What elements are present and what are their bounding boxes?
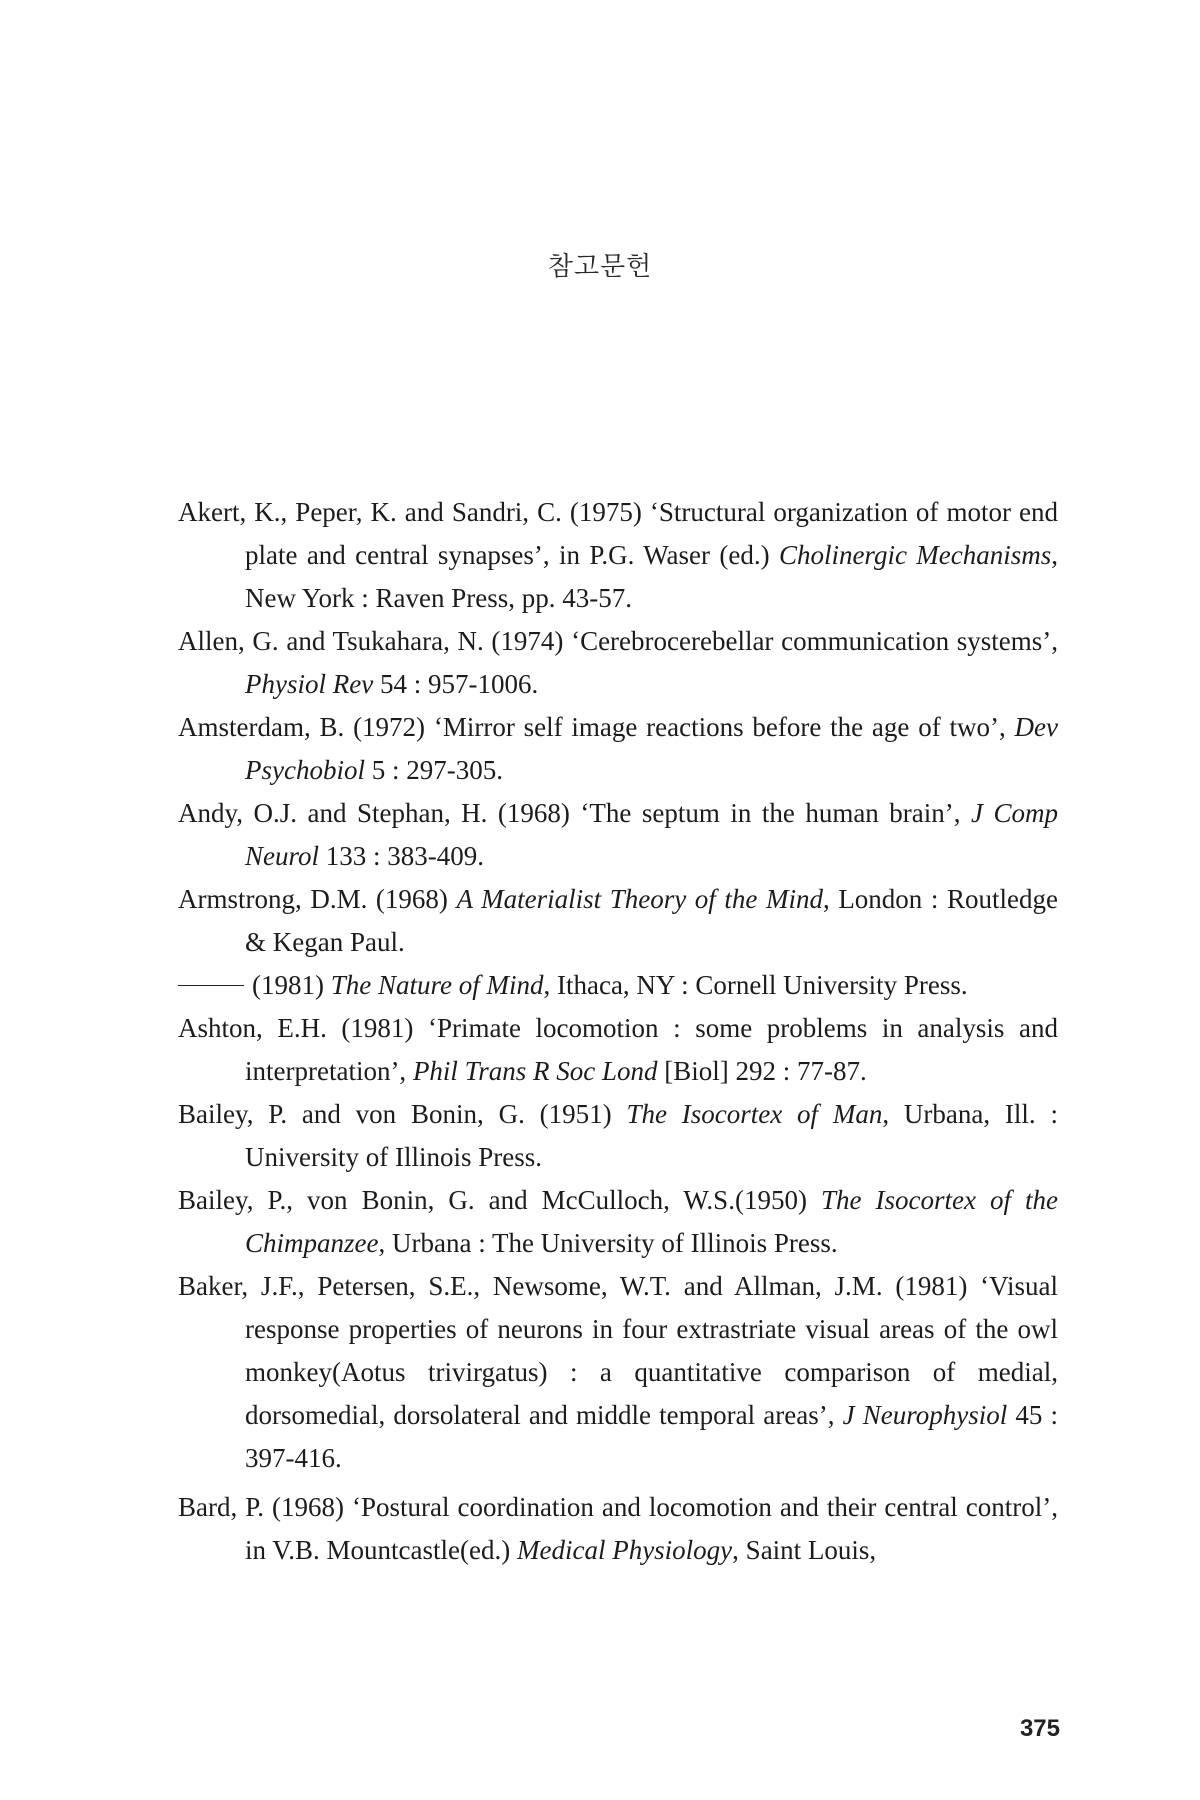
reference-text: 54 : 957-1006. — [373, 669, 539, 699]
reference-text: , London : Routledge & Kegan Paul. — [245, 884, 1058, 957]
reference-text: , Saint Louis, — [732, 1535, 877, 1565]
reference-entry — [178, 706, 1058, 792]
reference-title: A Materialist Theory of the Mind — [456, 884, 823, 914]
reference-entry — [178, 1265, 1058, 1480]
reference-text: Ashton, E.H. (1981) ‘Primate locomotion : some problems in analysis and interpretation’, — [178, 1013, 1058, 1086]
reference-text: , Ithaca, NY : Cornell University Press. — [543, 970, 968, 1000]
reference-title: J Comp Neurol — [245, 798, 1058, 871]
reference-title: Medical Physiology — [516, 1535, 733, 1565]
reference-text: Akert, K., Peper, K. and Sandri, C. (1975) ‘Structural organization of motor end plate and central synapses’, in P.G. Waser (ed.) — [178, 497, 1058, 570]
reference-text: (1981) — [252, 970, 331, 1000]
reference-text: 5 : 297-305. — [364, 755, 503, 785]
reference-title: The Nature of Mind — [330, 970, 544, 1000]
reference-entry — [178, 792, 1058, 878]
reference-text: , Urbana : The University of Illinois Press. — [378, 1228, 838, 1258]
reference-text: Andy, O.J. and Stephan, H. (1968) ‘The septum in the human brain’, — [178, 798, 972, 828]
reference-text: Armstrong, D.M. (1968) — [178, 884, 457, 914]
reference-list — [178, 491, 1058, 1572]
same-author-dash — [178, 985, 244, 986]
reference-text: 45 : 397-416. — [245, 1400, 1059, 1473]
reference-entry-same-author — [178, 964, 1058, 1007]
reference-text: Amsterdam, B. (1972) ‘Mirror self image reactions before the age of two’, — [178, 712, 1015, 742]
reference-text: , Urbana, Ill. : University of Illinois Press. — [245, 1099, 1058, 1172]
reference-title: Cholinergic Mechanisms — [778, 540, 1052, 570]
reference-title: Dev Psychobiol — [245, 712, 1058, 785]
reference-entry — [178, 1007, 1058, 1093]
reference-entry — [178, 491, 1058, 620]
reference-title: The Isocortex of the Chimpanzee — [245, 1185, 1058, 1258]
reference-title: Physiol Rev — [245, 669, 374, 699]
reference-title: Phil Trans R Soc Lond — [412, 1056, 658, 1086]
page-heading: 참고문헌 — [547, 252, 653, 282]
reference-text: Bailey, P. and von Bonin, G. (1951) — [178, 1099, 627, 1129]
reference-entry — [178, 1179, 1058, 1265]
reference-text: [Biol] 292 : 77-87. — [657, 1056, 867, 1086]
page-number: 375 — [1019, 1715, 1060, 1742]
reference-title: J Neurophysiol — [842, 1400, 1008, 1430]
reference-text: , New York : Raven Press, pp. 43-57. — [245, 540, 1058, 613]
reference-text: Bailey, P., von Bonin, G. and McCulloch, W.S.(1950) — [178, 1185, 821, 1215]
reference-text: 133 : 383-409. — [319, 841, 484, 871]
reference-entry — [178, 1486, 1058, 1572]
reference-text: Bard, P. (1968) ‘Postural coordination and locomotion and their central control’, in V.B. Mountcastle(ed.) — [178, 1492, 1058, 1565]
reference-title: The Isocortex of Man — [626, 1099, 883, 1129]
reference-entry — [178, 620, 1058, 706]
reference-entry — [178, 1093, 1058, 1179]
reference-entry — [178, 878, 1058, 964]
reference-text: Baker, J.F., Petersen, S.E., Newsome, W.T. and Allman, J.M. (1981) ‘Visual response properties of neurons in four extrastriate visual areas of the owl monkey(Aotus trivirgatus) : a quantitative comparison of medial, dorsomedial, dorsolateral and middle temporal areas’, — [178, 1271, 1058, 1430]
reference-text: Allen, G. and Tsukahara, N. (1974) ‘Cerebrocerebellar communication systems’, — [178, 626, 1058, 656]
